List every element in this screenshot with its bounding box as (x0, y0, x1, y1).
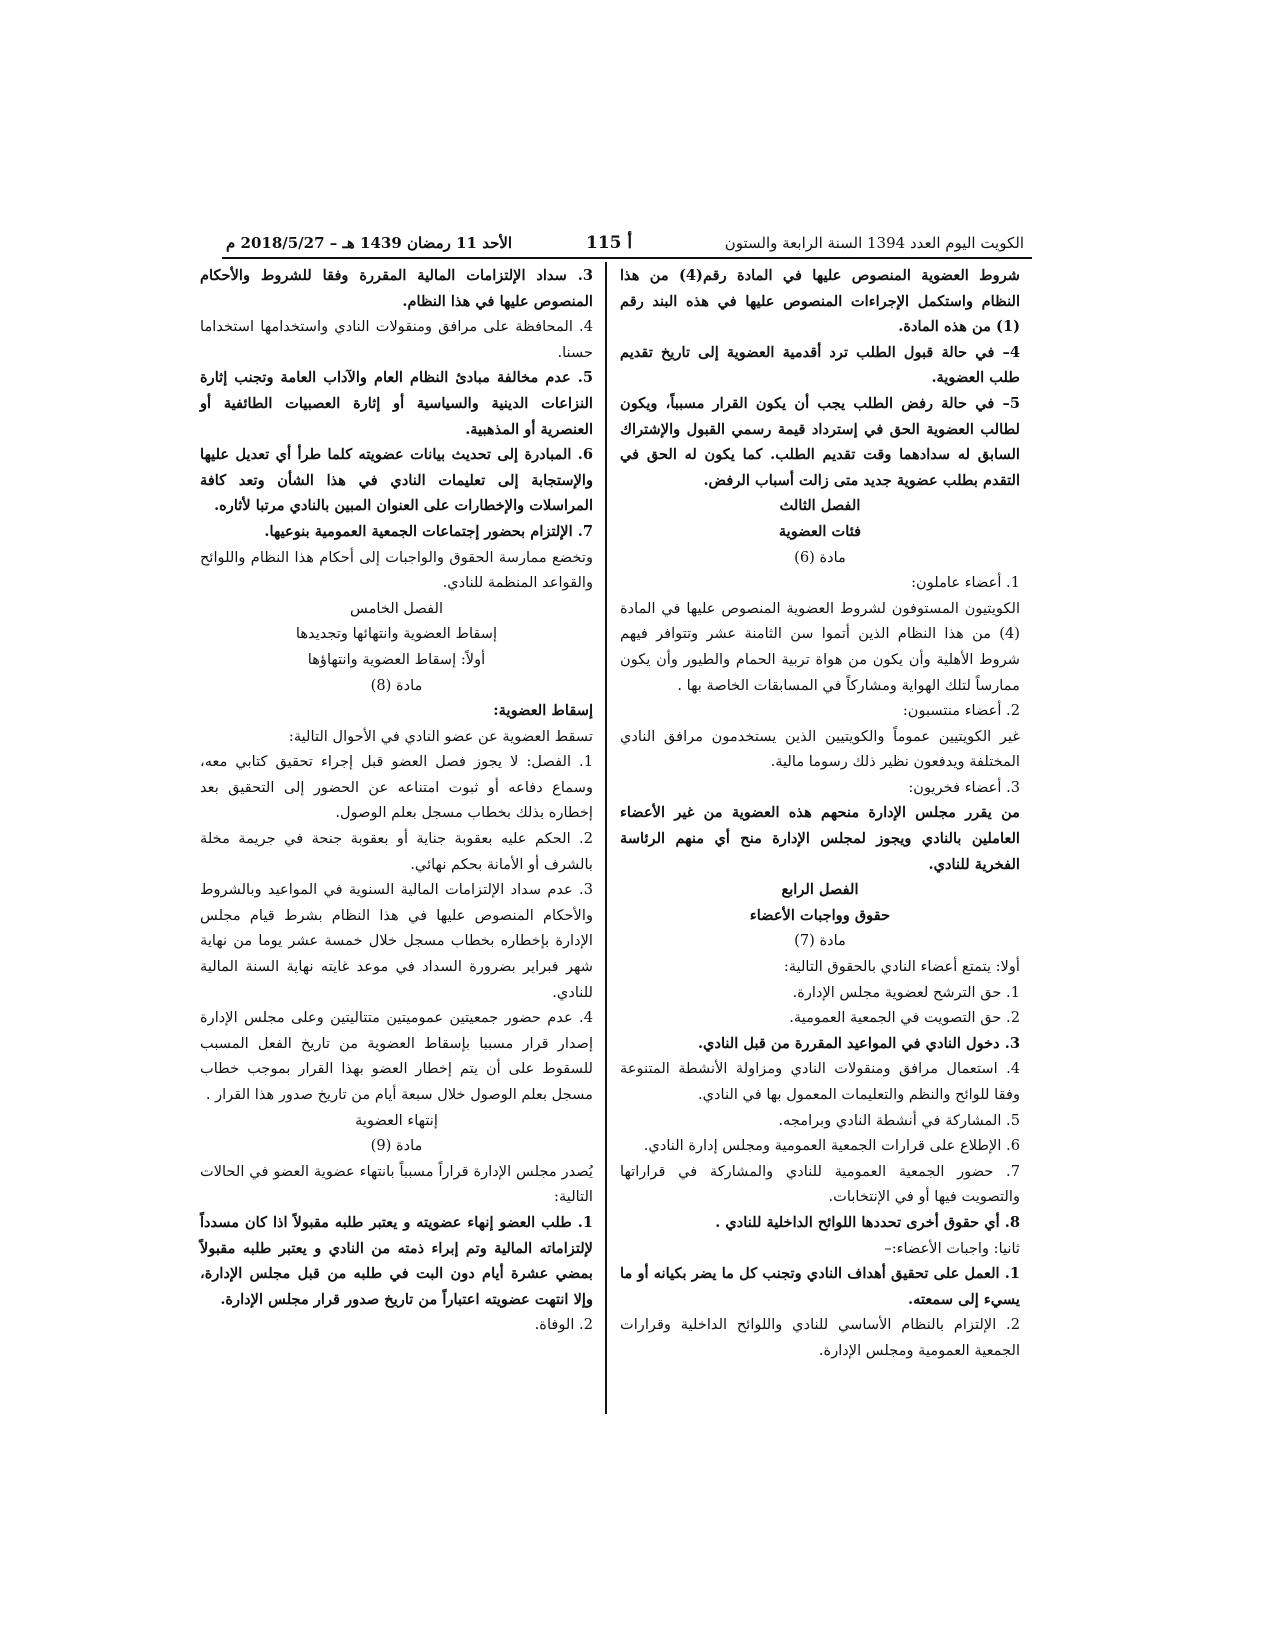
right-column-paragraph: 3. دخول النادي في المواعيد المقررة من قبل النادي. (697, 1034, 1020, 1052)
right-column-paragraph: 4– في حالة قبول الطلب ترد أقدمية العضوية إلى تاريخ تقديم طلب العضوية. (620, 343, 1020, 387)
left-column-paragraph: 3. سداد الإلتزامات المالية المقررة وفقا للشروط والأحكام المنصوص عليها في هذا النظام. (200, 267, 593, 310)
right-column-paragraph: مادة (7) (794, 932, 846, 950)
right-column-paragraph: ثانيا: واجبات الأعضاء:– (884, 1239, 1020, 1257)
left-column-paragraph: وتخضع ممارسة الحقوق والواجبات إلى أحكام هذا النظام واللوائح والقواعد المنظمة للنادي. (200, 548, 593, 592)
right-column-paragraph: 6. الإطلاع على قرارات الجمعية العمومية ومجلس إدارة النادي. (643, 1137, 1020, 1155)
left-column-paragraph: الفصل الخامس (349, 599, 444, 617)
right-column-paragraph: 7. حضور الجمعية العمومية للنادي والمشاركة في قراراتها والتصويت فيها أو في الإنتخابات. (620, 1162, 1020, 1206)
right-column-paragraph: غير الكويتيين عموماً والكويتيين الذين يستخدمون مرافق النادي المختلفة ويدفعون نظير ذلك رسوما مالية. (620, 727, 1020, 771)
left-column-paragraph: 5. عدم مخالفة مبادئ النظام العام والآداب العامة وتجنب إثارة النزاعات الدينية والسياسية أو إثارة العصبيات الطائفية أو العنصرية أو المذهبية. (200, 369, 593, 438)
left-column-paragraph: 1. طلب العضو إنهاء عضويته و يعتبر طلبه مقبولاً اذا كان مسدداً لإلتزاماته المالية وتم إبراء ذمته من النادي و يعتبر طلبه مقبولاً بمضي عشرة أيام دون البت في طلبه من قبل مجلس الإدارة، وإلا انتهت عضويته اعتباراً من تاريخ صدور قرار مجلس الإدارة. (200, 1213, 593, 1308)
page-header (226, 230, 1024, 256)
header-date: الأحد 11 رمضان 1439 هـ – 2018/5/27 م (226, 234, 513, 252)
left-column-paragraph: مادة (8) (370, 676, 423, 694)
right-column-paragraph: 2. حق التصويت في الجمعية العمومية. (789, 1009, 1020, 1027)
right-column-paragraph: الفصل الثالث (779, 497, 861, 515)
right-column-paragraph: 8. أي حقوق أخرى تحددها اللوائح الداخلية للنادي . (715, 1213, 1020, 1231)
header-page-number: أ 115 (586, 233, 633, 253)
right-column-paragraph: من يقرر مجلس الإدارة منحهم هذه العضوية من غير الأعضاء العاملين بالنادي ويجوز لمجلس الإدارة منح أي منهم الرئاسة الفخرية للنادي. (620, 804, 1020, 873)
left-column-paragraph: 1. الفصل: لا يجوز فصل العضو قبل إجراء تحقيق كتابي معه، وسماع دفاعه أو ثبوت امتناعه عن الحضور إلى التحقيق بعد إخطاره بذلك بخطاب مسجل بعلم الوصول. (200, 753, 593, 822)
left-column-paragraph: 2. الحكم عليه بعقوبة جناية أو بعقوبة جنحة في جريمة مخلة بالشرف أو الأمانة بحكم نهائي. (200, 830, 593, 873)
header-issue: الكويت اليوم العدد 1394 السنة الرابعة والستون (724, 234, 1024, 252)
left-column-paragraph: 7. الإلتزام بحضور إجتماعات الجمعية العمومية بنوعيها. (264, 522, 593, 540)
left-column-paragraph: يُصدر مجلس الإدارة قراراً مسبباً بانتهاء عضوية العضو في الحالات التالية: (200, 1162, 593, 1206)
left-column (200, 263, 593, 1338)
right-column-paragraph: حقوق وواجبات الأعضاء (749, 906, 891, 924)
right-column-paragraph: 3. أعضاء فخريون: (908, 778, 1020, 796)
left-column-paragraph: إنتهاء العضوية (355, 1111, 438, 1129)
header-rule (222, 257, 1032, 259)
right-column-paragraph: 2. الإلتزام بالنظام الأساسي للنادي واللوائح الداخلية وقرارات الجمعية العمومية ومجلس الإدارة. (620, 1316, 1020, 1359)
left-column-paragraph: 3. عدم سداد الإلتزامات المالية السنوية في المواعيد وبالشروط والأحكام المنصوص عليها في هذا النظام بشرط قيام مجلس الإدارة بإخطاره بخطاب مسجل خلال خمسة عشر يوما من نهاية شهر فبراير بضرورة السداد في موعد غايته نهاية السنة المالية للنادي. (200, 881, 593, 1001)
right-column-paragraph: 1. أعضاء عاملون: (911, 574, 1020, 592)
left-column-paragraph: إسقاط العضوية: (493, 702, 593, 720)
left-column-paragraph: 4. عدم حضور جمعيتين عموميتين متتاليتين وعلى مجلس الإدارة إصدار قرار مسببا بإسقاط العضوية من تاريخ الفعل المسبب للسقوط على أن يتم إخطار العضو بهذا القرار بموجب خطاب مسجل بعلم الوصول خلال سبعة أيام من تاريخ صدور هذا القرار . (200, 1009, 593, 1103)
right-column-paragraph: الفصل الرابع (781, 881, 859, 899)
left-column-paragraph: إسقاط العضوية وانتهائها وتجديدها (295, 625, 498, 643)
right-column-paragraph: فئات العضوية (778, 522, 862, 540)
left-column-paragraph: 2. الوفاة. (534, 1316, 593, 1334)
right-column-paragraph: 2. أعضاء منتسبون: (902, 702, 1020, 720)
right-column-paragraph: 1. العمل على تحقيق أهداف النادي وتجنب كل ما يضر بكيانه أو ما يسيء إلى سمعته. (620, 1265, 1020, 1308)
right-column-paragraph: 5– في حالة رفض الطلب يجب أن يكون القرار مسبباً، ويكون لطالب العضوية الحق في إسترداد قيمة رسمي القبول والإشتراك السابق له سدادهما وقت تقديم الطلب. كما يكون له الحق في التقدم بطلب عضوية جديد متى زالت أسباب الرفض. (620, 394, 1020, 489)
left-column-paragraph: أولاً: إسقاط العضوية وانتهاؤها (307, 650, 486, 668)
right-column-paragraph: 1. حق الترشح لعضوية مجلس الإدارة. (792, 983, 1020, 1001)
left-column-paragraph: مادة (9) (370, 1137, 423, 1155)
right-column-paragraph: الكويتيون المستوفون لشروط العضوية المنصوص عليها في المادة (4) من هذا النظام الذين أتموا سن الثامنة عشر وتتوافر فيهم شروط الأهلية وأن يكون من هواة تربية الحمام والطيور وأن يكون ممارساً لتلك الهواية ومشاركاً في المسابقات الخاصة بها . (620, 599, 1020, 694)
right-column-paragraph: أولا: يتمتع أعضاء النادي بالحقوق التالية: (783, 958, 1020, 976)
left-column-paragraph: تسقط العضوية عن عضو النادي في الأحوال التالية: (288, 727, 593, 745)
right-column-paragraph: مادة (6) (794, 548, 846, 566)
left-column-paragraph: 6. المبادرة إلى تحديث بيانات عضويته كلما طرأ أي تعديل عليها والإستجابة إلى تعليمات النادي في هذا الشأن وتعد كافة المراسلات والإخطارات على العنوان المبين بالنادي مرتبا لأثاره. (200, 446, 593, 515)
right-column-paragraph: 5. المشاركة في أنشطة النادي وبرامجه. (778, 1111, 1020, 1129)
right-column-paragraph: شروط العضوية المنصوص عليها في المادة رقم(4) من هذا النظام واستكمل الإجراءات المنصوص عليها في هذه البند رقم (1) من هذه المادة. (620, 267, 1021, 336)
left-column-paragraph: 4. المحافظة على مرافق ومنقولات النادي واستخدامها استخداما حسنا. (200, 318, 593, 361)
column-divider (605, 262, 607, 1414)
right-column-paragraph: 4. استعمال مرافق ومنقولات النادي ومزاولة الأنشطة المتنوعة وفقا للوائح والنظم والتعليمات المعمول بها في النادي. (620, 1060, 1020, 1103)
right-column (620, 263, 1020, 1364)
